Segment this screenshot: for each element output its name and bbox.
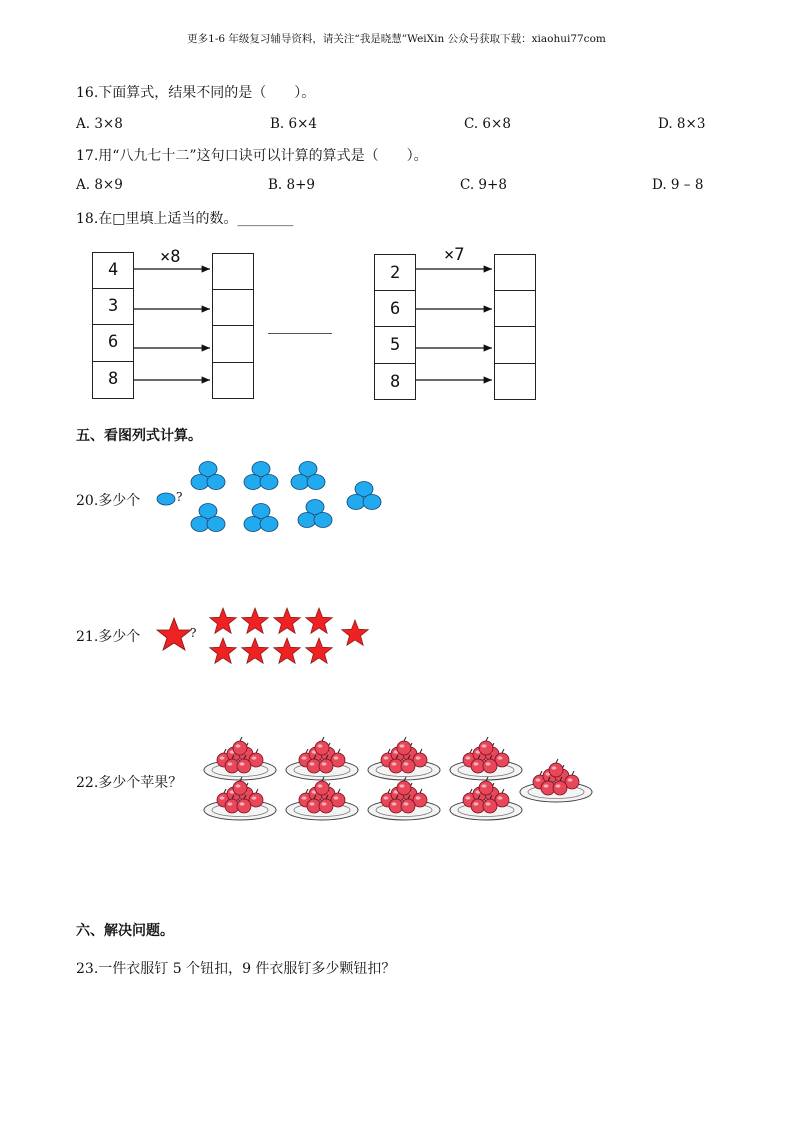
apple <box>233 781 247 795</box>
page-header: 更多1-6 年级复习辅导资料，请关注“我是晓慧”WeiXin 公众号获取下载：xiaohui77com <box>187 33 606 45</box>
section-6-title: 六、解决问题。 <box>76 923 174 939</box>
blue-circle <box>347 495 365 510</box>
q22-apple-plates <box>204 734 604 824</box>
blue-circle <box>207 517 225 532</box>
question-18-stem: 18.在□里填上适当的数。________ <box>76 211 294 227</box>
red-star <box>210 608 237 633</box>
apple <box>401 799 415 813</box>
blue-circle-icon <box>155 492 177 506</box>
answer-column-left[interactable] <box>212 253 254 399</box>
circle-group <box>347 482 381 510</box>
input-cell: 8 <box>390 372 401 392</box>
apple-plate <box>286 777 358 820</box>
apple <box>553 781 567 795</box>
q17-option-d[interactable]: D. 9 – 8 <box>652 177 704 193</box>
separator-line <box>268 333 332 334</box>
apple <box>315 741 329 755</box>
apple <box>237 759 251 773</box>
question-21-label: 21.多少个 <box>76 629 141 645</box>
blue-circle <box>260 475 278 490</box>
circle-group <box>298 500 332 528</box>
blue-circle <box>260 517 278 532</box>
blue-circle <box>207 475 225 490</box>
apple <box>319 759 333 773</box>
answer-column-right[interactable] <box>494 254 536 400</box>
input-cell: 5 <box>390 335 401 355</box>
q17-option-c[interactable]: C. 9+8 <box>460 177 507 193</box>
input-cell: 6 <box>390 299 401 319</box>
apple <box>319 799 333 813</box>
apple <box>397 741 411 755</box>
input-cell: 2 <box>390 263 401 283</box>
question-20-label: 20.多少个 <box>76 493 141 509</box>
input-cell: 6 <box>108 332 119 352</box>
apple-plate <box>286 737 358 780</box>
apple-plate <box>368 777 440 820</box>
blue-circle <box>298 513 316 528</box>
apple <box>233 741 247 755</box>
q17-option-a[interactable]: A. 8×9 <box>76 177 123 193</box>
red-star <box>274 638 301 663</box>
apple <box>479 781 493 795</box>
apple-plate <box>450 777 522 820</box>
apple-plate <box>204 777 276 820</box>
operator-times-7: ×7 <box>444 245 465 265</box>
q21-question-mark: ? <box>190 626 197 640</box>
operator-times-8: ×8 <box>160 247 181 267</box>
apple-plate <box>520 759 592 802</box>
apple <box>549 763 563 777</box>
red-star <box>306 608 333 633</box>
question-22-label: 22.多少个苹果？ <box>76 775 183 791</box>
circle-group <box>244 504 278 532</box>
circle-group <box>191 504 225 532</box>
question-17-stem: 17.用“八九七十二”这句口诀可以计算的算式是（ ）。 <box>76 148 428 164</box>
blue-circle <box>291 475 309 490</box>
input-cell: 4 <box>108 260 119 280</box>
q17-option-b[interactable]: B. 8+9 <box>268 177 315 193</box>
blue-circle <box>363 495 381 510</box>
apple <box>315 781 329 795</box>
question-16-stem: 16.下面算式，结果不同的是（ ）。 <box>76 85 316 101</box>
q16-option-a[interactable]: A. 3×8 <box>76 116 123 132</box>
arrows-right <box>416 250 496 410</box>
apple-plate <box>450 737 522 780</box>
red-star <box>342 620 369 645</box>
q21-star-rows <box>206 606 386 666</box>
blue-circle <box>314 513 332 528</box>
circle-group <box>191 462 225 490</box>
q16-option-b[interactable]: B. 6×4 <box>270 116 317 132</box>
blue-circle <box>307 475 325 490</box>
apple-plate <box>204 737 276 780</box>
red-star <box>210 638 237 663</box>
question-23-stem: 23.一件衣服钉 5 个钮扣，9 件衣服钉多少颗钮扣？ <box>76 961 396 977</box>
blue-circle <box>191 517 209 532</box>
circle-group <box>291 462 325 490</box>
red-star <box>274 608 301 633</box>
apple-plate <box>368 737 440 780</box>
input-cell: 8 <box>108 369 119 389</box>
red-star <box>306 638 333 663</box>
circle-group <box>244 462 278 490</box>
apple <box>479 741 493 755</box>
apple <box>483 759 497 773</box>
red-star <box>242 608 269 633</box>
blue-circle <box>244 475 262 490</box>
arrows-left <box>134 250 214 410</box>
input-cell: 3 <box>108 296 119 316</box>
q20-circle-groups <box>188 462 388 542</box>
section-5-title: 五、看图列式计算。 <box>76 428 202 444</box>
blue-circle <box>244 517 262 532</box>
apple <box>237 799 251 813</box>
q16-option-d[interactable]: D. 8×3 <box>658 116 706 132</box>
red-star <box>242 638 269 663</box>
red-star-icon <box>155 616 193 652</box>
q20-question-mark: ? <box>176 490 183 504</box>
apple <box>483 799 497 813</box>
q16-option-c[interactable]: C. 6×8 <box>464 116 511 132</box>
apple <box>401 759 415 773</box>
blue-circle <box>191 475 209 490</box>
apple <box>397 781 411 795</box>
